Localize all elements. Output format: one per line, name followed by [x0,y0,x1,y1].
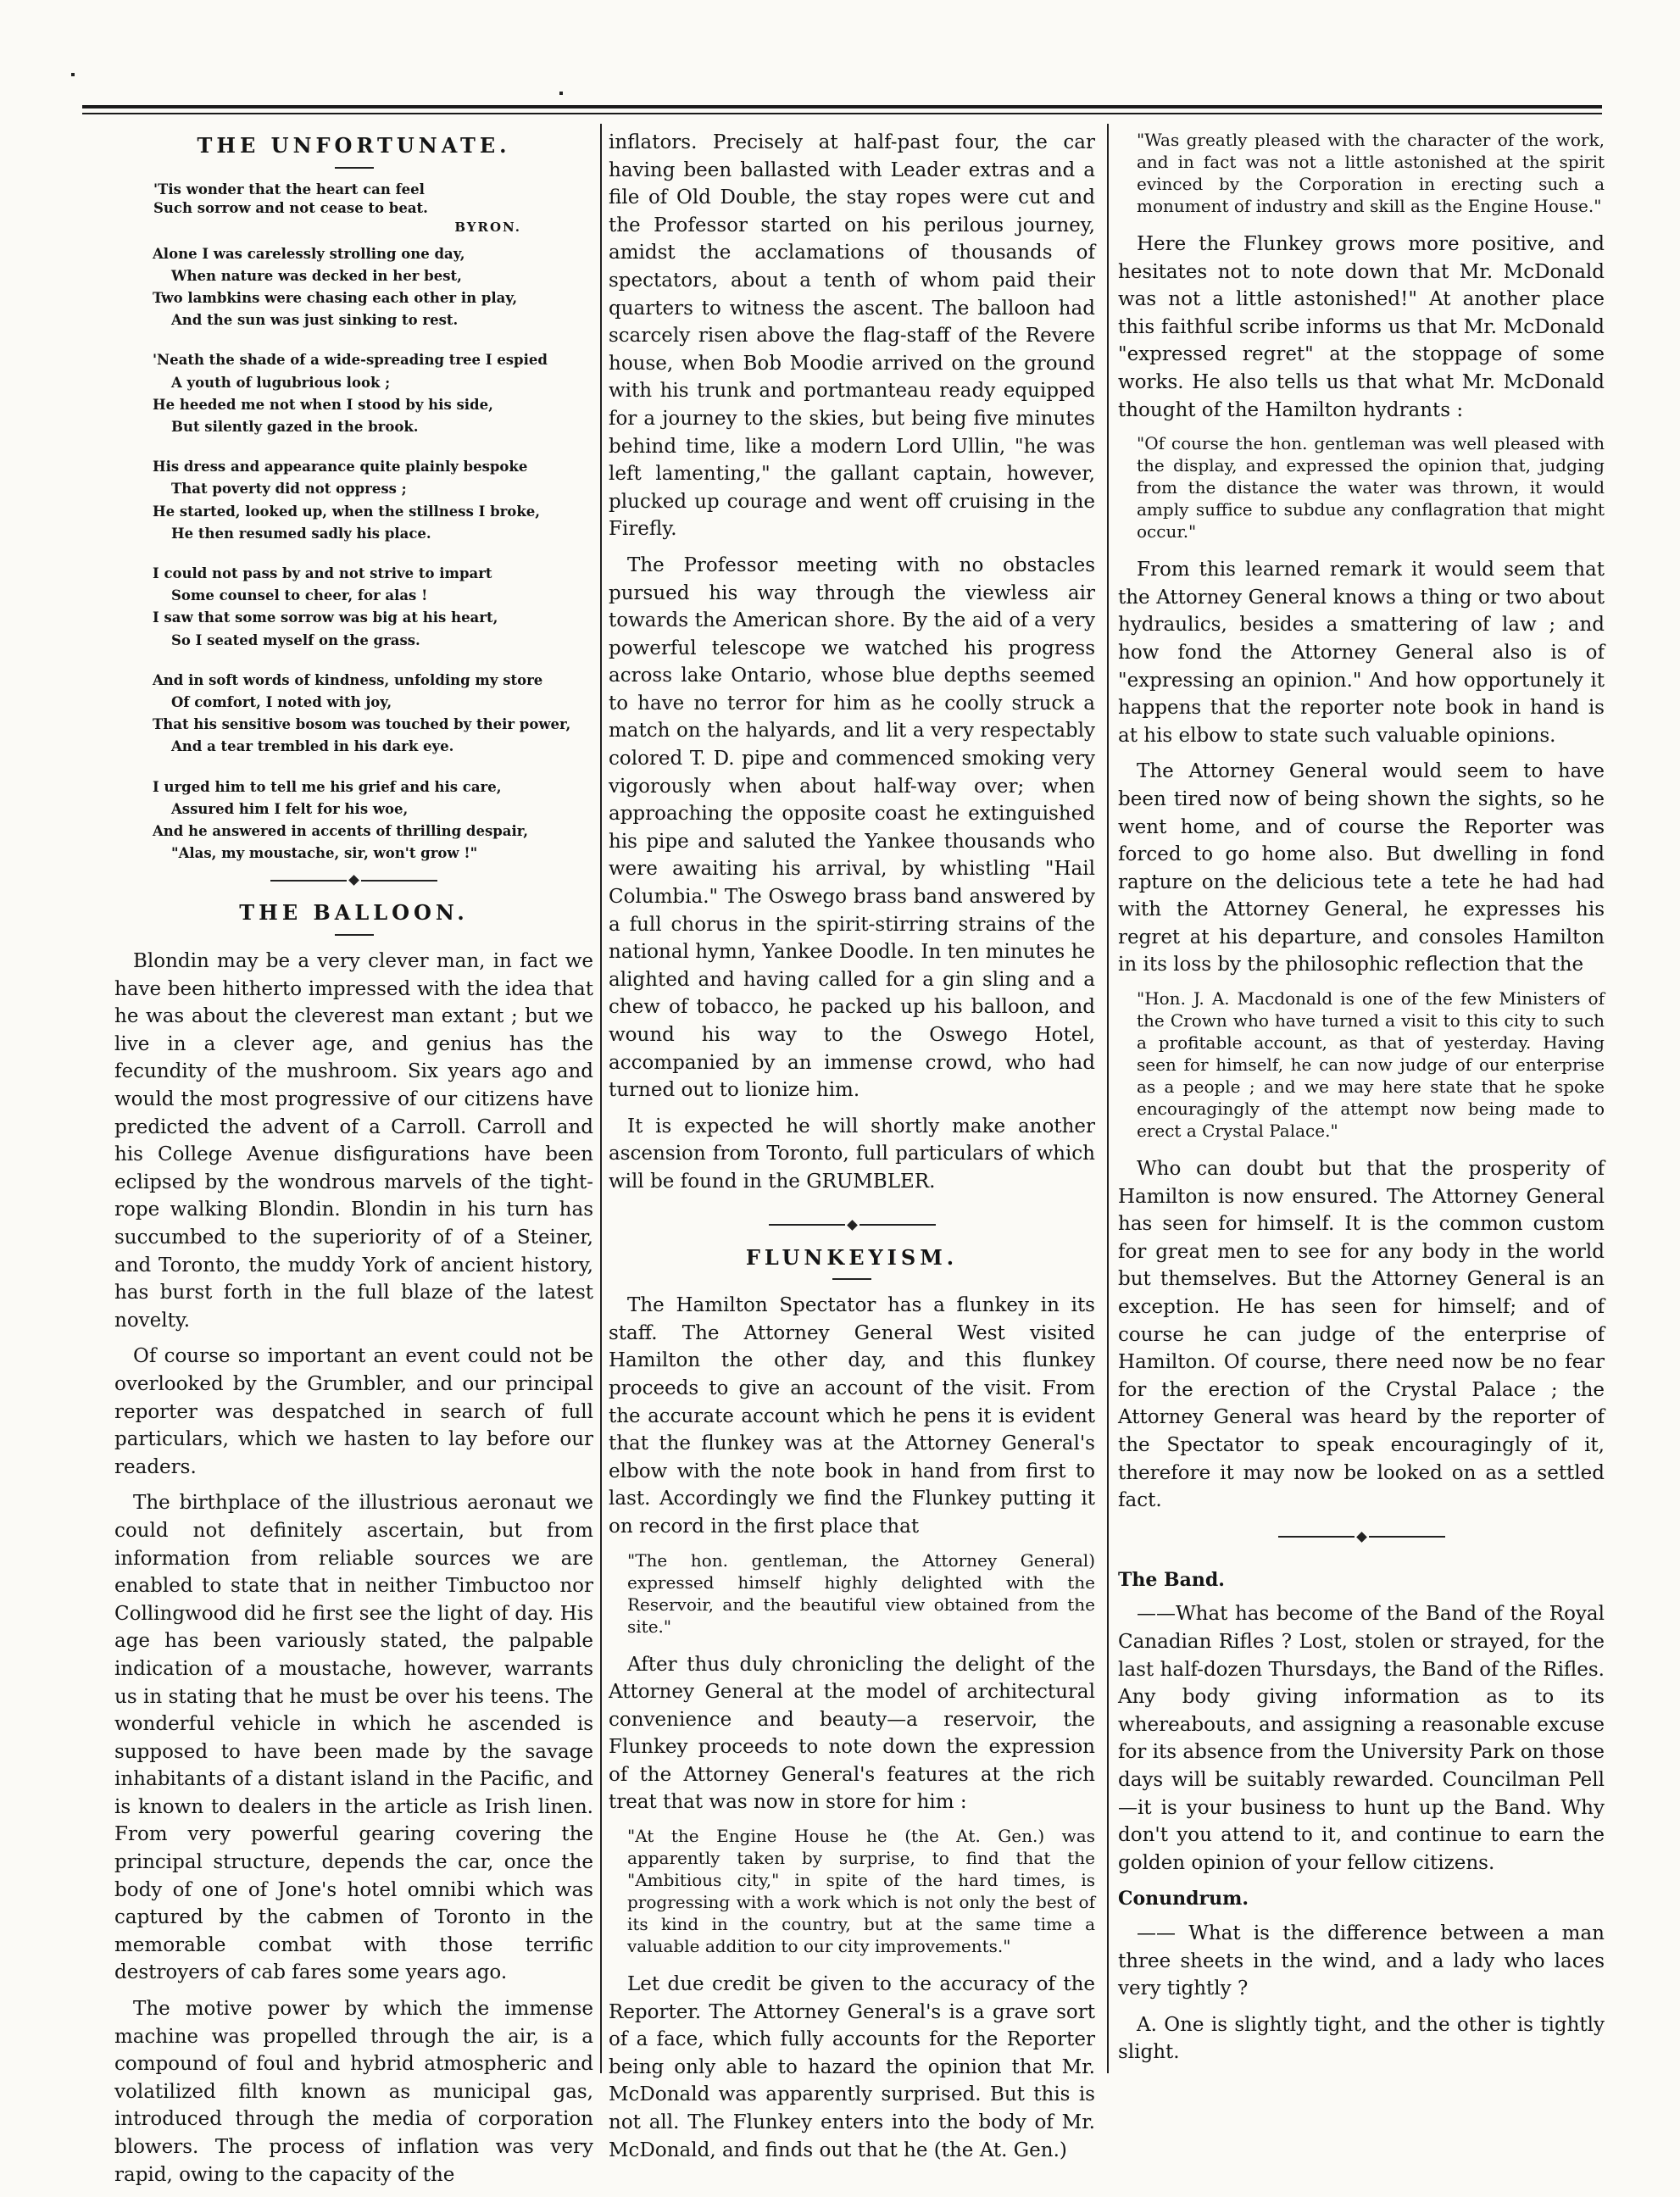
title-rule [832,1278,871,1280]
quotation: "Was greatly pleased with the character of the work, and in fact was not a little astonished at the spirit evinced by the Corporation in erecting such a monument of industry and skill as the Engine House." [1137,130,1605,216]
poem-line: I urged him to tell me his grief and his care, [153,778,502,795]
poem-line: And in soft words of kindness, unfolding my store [153,671,543,688]
header-rule [82,105,1602,108]
poem-line: And he answered in accents of thrilling despair, [153,823,528,840]
article-paragraph: Blondin may be a very clever man, in fact we have been hitherto impressed with the idea that he was about the cleverest man extant ; but we live in a clever age, and genius has the fecundity of the mushroom. Six years ago and would the most progressive of our citizens have predicted the advent of a Carroll. Carroll and his College Avenue disfigurations have been eclipsed by the wondrous marvels of the tight-rope walking Blondin. Blondin in his turn has succumbed to the superiority of of a Steiner, and Toronto, the muddy York of ancient history, has burst forth in the full blaze of the latest novelty. [114,950,593,1332]
article-paragraph: The Professor meeting with no obstacles pursued his way through the viewless air towards the American shore. By the aid of a very powerful telescope we watched his progress across lake Ontario, whose blue depths seemed to have no terror for him as he coolly struck a match on the halyards, and lit a very respectably colored T. D. pipe and commenced smoking very vigorously when about half-way over; when approaching the opposite coast he extinguished his pipe and saluted the Yankee thousands who were awaiting his arrival, by whistling "Hail Columbia." The Oswego brass band answered by a full chorus in the spirit-stirring strains of the national hymn, Yankee Doodle. In ten minutes he alighted and having called for a gin sling and a chew of tobacco, he packed up his balloon, and wound his way to the Oswego Hotel, accompanied by an immense crowd, who had turned out to lionize him. [609,553,1095,1102]
poem-line: I could not pass by and not strive to impart [153,565,492,582]
poem-line: 'Neath the shade of a wide-spreading tree I espied [153,352,548,369]
column-1 [114,129,593,2197]
conundrum-question: —— What is the difference between a man three sheets in the wind, and a lady who laces very tightly ? [1118,1922,1605,2000]
section-ornament [114,876,593,884]
poem-line: And a tear trembled in his dark eye. [171,738,454,755]
article-paragraph: After thus duly chronicling the delight of the Attorney General at the model of architectural convenience and beauty—a reservoir, the Flunkey proceeds to note down the expression of the Attorney General's features at the rich treat that was now in store for him : [609,1653,1095,1814]
poem-body [153,243,593,865]
poem-line: Alone I was carelessly strolling one day, [153,245,465,262]
poem-stanza [153,349,593,438]
quotation: "Of course the hon. gentleman was well pleased with the display, and expressed the opinion that, judging from the distance the water was thrown, it would amply suffice to subdue any conflagration that might occur." [1137,433,1605,542]
poem-line: He then resumed sadly his place. [171,525,431,542]
margin-mark [71,73,75,76]
poem-title: THE UNFORTUNATE. [197,133,511,158]
poem-line: Two lambkins were chasing each other in play, [153,290,518,306]
balloon-title: THE BALLOON. [239,900,469,926]
column-3 [1118,129,1605,2075]
article-paragraph: The motive power by which the immense machine was propelled through the air, is a compound of foul and hybrid atmospheric and volatilized filth known as municipal gas, introduced through the media of corporation blowers. The process of inflation was very rapid, owing to the capacity of the [114,1998,593,2186]
epigraph-attribution: BYRON. [454,219,521,235]
conundrum-title: Conundrum. [1118,1888,1249,1911]
article-paragraph: Here the Flunkey grows more positive, and hesitates not to note down that Mr. McDonald was not a little astonished!" At another place this faithful scribe informs us that Mr. McDonald "expressed regret" at the stoppage of some works. He also tells us that what Mr. McDonald thought of the Hamilton hydrants : [1118,233,1605,421]
poem-line: But silently gazed in the brook. [171,419,419,436]
poem-line: That his sensitive bosom was touched by their power, [153,716,571,733]
article-paragraph: From this learned remark it would seem that the Attorney General knows a thing or two about hydraulics, besides a smattering of law ; and how fond the Attorney General also is of "expressing an opinion." And how opportunely it happens that the reporter note book in hand is at his elbow to state such valuable opinions. [1118,559,1605,747]
poem-line: He started, looked up, when the stillness I broke, [153,503,540,520]
column-divider [1107,124,1109,2073]
article-paragraph: The Hamilton Spectator has a flunkey in its staff. The Attorney General West visited Hamilton the other day, and this flunkey proceeds to give an account of the visit. From the accurate account which he pens it is evident that the flunkey was at the Attorney General's elbow with the note book in hand from first to last. Accordingly we find the Flunkey putting it on record in the first place that [609,1294,1095,1538]
poem-line: I saw that some sorrow was big at his heart, [153,609,498,626]
title-rule [335,934,374,936]
column-divider [600,124,602,2073]
margin-mark [559,92,563,95]
article-paragraph: It is expected he will shortly make another ascension from Toronto, full particulars of which will be found in the GRUMBLER. [609,1115,1095,1193]
poem-epigraph [153,181,593,236]
article-paragraph: Let due credit be given to the accuracy of the Reporter. The Attorney General's is a grave sort of a face, which fully accounts for the Reporter being only able to hazard the opinion that Mr. McDonald was apparently surprised. But this is not all. The Flunkey enters into the body of Mr. McDonald, and finds out that he (the At. Gen.) [609,1973,1095,2161]
conundrum-answer: A. One is slightly tight, and the other is tightly slight. [1118,2013,1605,2064]
flunkeyism-title: FLUNKEYISM. [745,1244,959,1270]
poem-line: He heeded me not when I stood by his side, [153,396,493,413]
poem-line: That poverty did not oppress ; [171,481,407,498]
title-rule [335,167,374,169]
poem-line: His dress and appearance quite plainly bespoke [153,459,528,476]
poem-stanza [153,776,593,865]
poem-line: And the sun was just sinking to rest. [171,312,459,329]
article-paragraph: ——What has become of the Band of the Royal Canadian Rifles ? Lost, stolen or strayed, for the last half-dozen Thursdays, the Band of the Rifles. Any body giving information as to its whereabouts, and assigning a reasonable excuse for its absence from the University Park on those days will be suitably rewarded. Councilman Pell—it is your business to hunt up the Band. Why don't you attend to it, and continue to earn the golden opinion of your fellow citizens. [1118,1603,1605,1874]
poem-line: So I seated myself on the grass. [171,631,420,648]
column-2 [609,129,1095,2172]
poem-line: When nature was decked in her best, [171,267,462,284]
poem-stanza [153,243,593,332]
poem-line: Some counsel to cheer, for alas ! [171,587,428,604]
quotation: "At the Engine House he (the At. Gen.) was apparently taken by surprise, to find that the "Ambitious city," in spite of the hard times, is progressing with a work which is not only the best of its kind in the country, but at the same time a valuable addition to our city improvements." [627,1826,1095,1957]
poem-line: Assured him I felt for his woe, [171,800,409,817]
band-title: The Band. [1118,1568,1225,1591]
epigraph-line: Such sorrow and not cease to beat. [153,199,428,216]
header-rule-thin [82,113,1602,114]
poem-line: "Alas, my moustache, sir, won't grow !" [171,845,478,862]
article-paragraph: The birthplace of the illustrious aeronaut we could not definitely ascertain, but from information from reliable sources we are enabled to state that in neither Timbuctoo nor Collingwood did he first see the light of day. His age has been variously stated, the palpable indication of a moustache, however, warrants us in stating that he must be over his teens. The wonderful vehicle in which he ascended is supposed to have been made by the savage inhabitants of a distant island in the Pacific, and is known to dealers in the article as Irish linen. From very powerful gearing covering the principal structure, depends the car, once the body of one of Jone's hotel omnibi which was captured by the cabmen of Toronto in the memorable combat with those terrific destroyers of cab fares some years ago. [114,1492,593,1984]
poem-stanza [153,456,593,545]
poem-stanza [153,670,593,759]
article-paragraph: inflators. Precisely at half-past four, the car having been ballasted with Leader extras and a file of Old Double, the stay ropes were cut and the Professor started on his perilous journey, amidst the acclamations of thousands of spectators, about a tenth of whom paid their quarters to witness the ascent. The balloon had scarcely risen above the flag-staff of the Revere house, when Bob Moodie arrived on the ground with his trunk and portmanteau ready equipped for a journey to the skies, but being five minutes behind time, like a modern Lord Ullin, "he was left lamenting," the gallant captain, however, plucked up courage and went off cruising in the Firefly. [609,131,1095,541]
poem-line: Of comfort, I noted with joy, [171,694,392,711]
quotation: "The hon. gentleman, the Attorney General) expressed himself highly delighted with the Reservoir, and the beautiful view obtained from the site." [627,1549,1095,1637]
section-ornament [609,1221,1095,1229]
poem-stanza [153,563,593,652]
article-paragraph: Who can doubt but that the prosperity of Hamilton is now ensured. The Attorney General has seen for himself. It is the common custom for great men to see for any body in the world but themselves. But the Attorney General is an exception. He has seen for himself; and of course he can judge of the enterprise of Hamilton. Of course, there need now be no fear for the erection of the Crystal Palace ; the Attorney General was heard by the reporter of the Spectator to speak encouragingly of it, therefore it may now be looked on as a settled fact. [1118,1158,1605,1512]
epigraph-line: 'Tis wonder that the heart can feel [153,181,425,197]
article-paragraph: Of course so important an event could not be overlooked by the Grumbler, and our principal reporter was despatched in search of full particulars, which we hasten to lay before our readers. [114,1345,593,1478]
poem-line: A youth of lugubrious look ; [171,374,391,391]
quotation: "Hon. J. A. Macdonald is one of the few Ministers of the Crown who have turned a visit to this city to such a profitable account, as that of yesterday. Having seen for himself, he can now judge of our enterprise as a people ; and we may here state that he spoke encouragingly of the attempt now being made to erect a Crystal Palace." [1137,988,1605,1142]
section-ornament [1118,1533,1605,1541]
article-paragraph: The Attorney General would seem to have been tired now of being shown the sights, so he went home, and of course the Reporter was forced to go home also. But dwelling in fond rapture on the delicious tete a tete he had had with the Attorney General, he expresses his regret at his departure, and consoles Hamilton in its loss by the philosophic reflection that the [1118,760,1605,976]
